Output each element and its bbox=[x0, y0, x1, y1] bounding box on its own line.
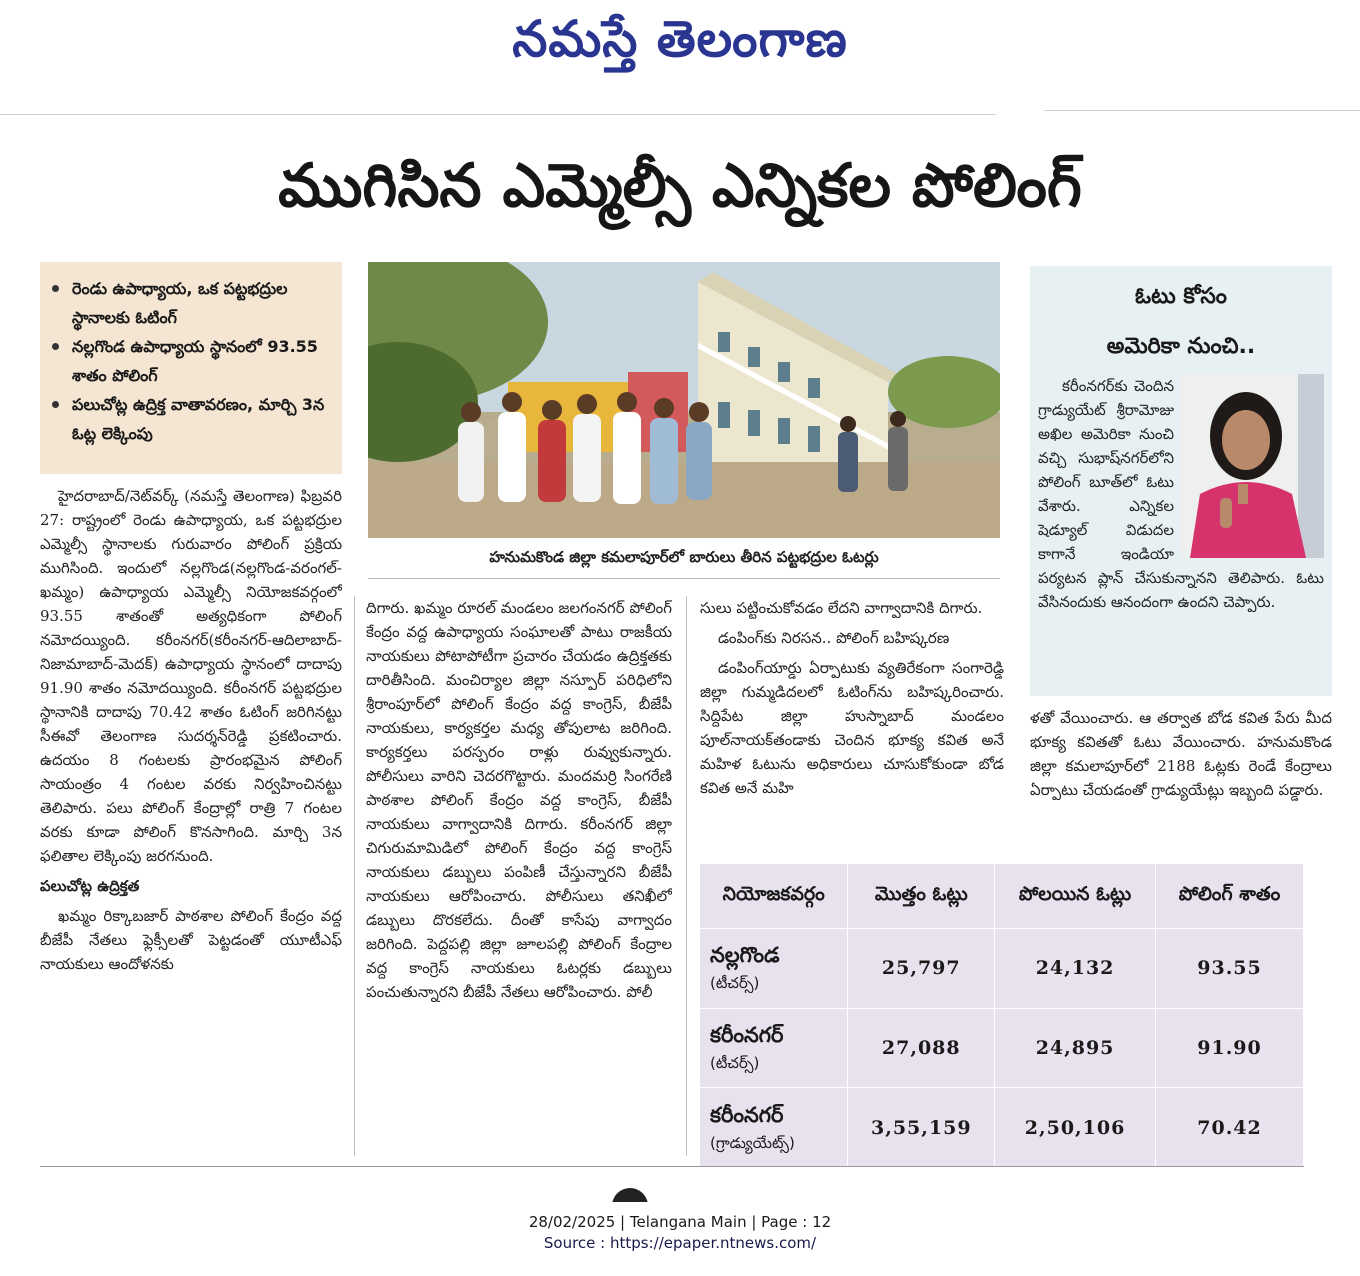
sidebar-paragraph: కరీంనగర్‌కు చెందిన గ్రాడ్యుయేట్ శ్రీరామోజు అఖిల అమెరికా నుంచి వచ్చి సుభాష్‌నగర్‌లోని పోలింగ్ బూత్‌లో ఓటు వేశారు. ఎన్నికల షెడ్యూల్ విడుదల కాగానే ఇండియా పర్యటన ప్లాన్ చేసుకున్నానని తెలిపారు. ఓటు వేసినందుకు ఆనందంగా ఉందని చెప్పారు. bbox=[1038, 377, 1324, 611]
polled-votes-cell: 24,895 bbox=[995, 1008, 1156, 1088]
total-votes-cell: 3,55,159 bbox=[848, 1088, 995, 1168]
footer-date-page: 28/02/2025 | Telangana Main | Page : 12 bbox=[528, 1213, 832, 1231]
constituency-cell bbox=[700, 1008, 848, 1088]
bullet-icon bbox=[52, 343, 59, 350]
polling-table bbox=[700, 864, 1304, 1168]
article-paragraph: సులు పట్టించుకోవడం లేదని వాగ్వాదానికి దిగారు. bbox=[700, 599, 983, 617]
polled-votes-cell: 2,50,106 bbox=[995, 1088, 1156, 1168]
polled-votes-cell: 24,132 bbox=[995, 929, 1156, 1009]
polling-percent-cell: 91.90 bbox=[1156, 1008, 1304, 1088]
constituency-cell bbox=[700, 1088, 848, 1168]
constituency-name: కరీంనగర్ bbox=[710, 1102, 784, 1127]
highlight-text: రెండు ఉపాధ్యాయ, ఒక పట్టభద్రుల స్థానాలకు ఓటింగ్ bbox=[72, 279, 288, 327]
highlight-text: పలుచోట్ల ఉద్రిక్త వాతావరణం, మార్చి 3న ఓట్ల లెక్కింపు bbox=[72, 395, 325, 443]
column-divider bbox=[354, 596, 355, 1156]
constituency-name: కరీంనగర్ bbox=[710, 1023, 784, 1048]
photo-caption: హనుమకొండ జిల్లా కమలాపూర్‌లో బారులు తీరిన పట్టభద్రుల ఓటర్లు bbox=[489, 548, 879, 566]
section-subhead: పలుచోట్ల ఉద్రిక్తత bbox=[40, 877, 140, 895]
bullet-icon bbox=[52, 285, 59, 292]
article-paragraph: హైదరాబాద్/నెట్‌వర్క్ (నమస్తే తెలంగాణ) ఫిబ్రవరి 27: రాష్ట్రంలో రెండు ఉపాధ్యాయ, ఒక పట్టభద్రుల ఎమ్మెల్సీ స్థానాలకు గురువారం పోలింగ్ ప్రక్రియ ముగిసింది. ఇందులో నల్లగొండ(నల్లగొండ-వరంగల్-ఖమ్మం) ఉపాధ్యాయ ఎమ్మెల్సీ నియోజకవర్గంలో 93.55 శాతంతో అత్యధికంగా పోలింగ్ నమోదయ్యింది. కరీంనగర్(కరీంనగర్-ఆదిలాబాద్-నిజామాబాద్-మెదక్) ఉపాధ్యాయ స్థానంలో దాదాపు 91.90 శాతం నమోదయ్యింది. కరీంనగర్ పట్టభద్రుల స్థానానికి దాదాపు 70.42 శాతం ఓటింగ్ జరిగినట్టు సీఈవో తెలంగాణ సుదర్శన్‌రెడ్డి ప్రకటించారు. ఉదయం 8 గంటలకు ప్రారంభమైన పోలింగ్ సాయంత్రం 4 గంటల వరకు నిర్వహించినట్టు తెలిపారు. పలు పోలింగ్ కేంద్రాల్లో రాత్రి 7 గంటల వరకు కూడా పోలింగ్ కొనసాగింది. మార్చి 3న ఫలితాల లెక్కింపు జరగనుంది. bbox=[40, 487, 342, 865]
total-votes-cell: 27,088 bbox=[848, 1008, 995, 1088]
page-footer bbox=[0, 1212, 1360, 1254]
masthead-logo: నమస్తే తెలంగాణ bbox=[512, 10, 848, 68]
constituency-group: (టీచర్స్) bbox=[710, 974, 760, 993]
column-divider bbox=[686, 596, 687, 1156]
constituency-cell bbox=[700, 929, 848, 1009]
headline: ముగిసిన ఎమ్మెల్సీ ఎన్నికల పోలింగ్ bbox=[278, 151, 1082, 221]
portrait-photo bbox=[1180, 374, 1324, 558]
voter-portrait bbox=[1180, 374, 1324, 558]
article-paragraph: డంపింగ్‌యార్డు ఏర్పాటుకు వ్యతిరేకంగా సంగారెడ్డి జిల్లా గుమ్మడిదలలో ఓటింగ్‌ను బహిష్కరించారు. సిద్దిపేట జిల్లా హుస్నాబాద్ మండలం పూల్‌నాయక్‌తండాకు చెందిన భూక్య కవిత అనే మహిళ ఓటును అధికారులు చూసుకోకుండా బోడ కవిత అనే మహి bbox=[700, 659, 1004, 797]
polling-percent-cell: 70.42 bbox=[1156, 1088, 1304, 1168]
table-header: మొత్తం ఓట్లు bbox=[848, 864, 995, 929]
table-row bbox=[700, 1088, 1304, 1168]
highlights-box bbox=[40, 262, 342, 474]
news-photo bbox=[368, 262, 1000, 538]
table-header: పోలయిన ఓట్లు bbox=[995, 864, 1156, 929]
table-row bbox=[700, 1008, 1304, 1088]
highlight-item bbox=[50, 332, 332, 390]
sidebar-title-line: అమెరికా నుంచి.. bbox=[1106, 334, 1256, 359]
school-building-photo bbox=[368, 262, 1000, 538]
bullet-icon bbox=[52, 401, 59, 408]
caption-rule bbox=[368, 578, 1000, 579]
article-paragraph: డంపింగ్‌కు నిరసన.. పోలింగ్ బహిష్కరణ bbox=[718, 629, 950, 647]
article-paragraph: ఖమ్మం రిక్కాబజార్ పాఠశాల పోలింగ్ కేంద్రం వద్ద బీజేపీ నేతలు ఫ్లెక్సీలతో పెట్టడంతో యూటీఎఫ్ నాయకులు ఆందోళనకు bbox=[40, 907, 342, 973]
article-column-1 bbox=[40, 484, 342, 1154]
sidebar-title-line: ఓటు కోసం bbox=[1135, 284, 1227, 309]
article-paragraph: ళతో వేయించారు. ఆ తర్వాత బోడ కవిత పేరు మీద భూక్య కవితతో ఓటు వేయించారు. హనుమకొండ జిల్లా కమలాపూర్‌లో 2188 ఓట్లకు రెండే కేంద్రాలు ఏర్పాటు చేయడంతో గ్రాడ్యుయేట్లు ఇబ్బంది పడ్డారు. bbox=[1030, 709, 1332, 799]
article-column-3 bbox=[700, 596, 1004, 854]
table-header: పోలింగ్ శాతం bbox=[1156, 864, 1304, 929]
footer-source: Source : https://epaper.ntnews.com/ bbox=[543, 1234, 817, 1252]
highlight-item bbox=[50, 274, 332, 332]
article-column-4 bbox=[1030, 706, 1332, 854]
table-header-row bbox=[700, 864, 1304, 929]
highlight-item bbox=[50, 390, 332, 448]
total-votes-cell: 25,797 bbox=[848, 929, 995, 1009]
table-row bbox=[700, 929, 1304, 1009]
sidebar-title bbox=[1030, 278, 1332, 366]
masthead-rule-right bbox=[1044, 110, 1360, 111]
table-header: నియోజకవర్గం bbox=[700, 864, 848, 929]
cut-off-graphic bbox=[612, 1188, 648, 1202]
article-column-2 bbox=[366, 596, 672, 1156]
page-bottom-rule bbox=[40, 1166, 1304, 1167]
constituency-group: (టీచర్స్) bbox=[710, 1054, 760, 1073]
article-paragraph: దిగారు. ఖమ్మం రూరల్ మండలం జలగంనగర్ పోలింగ్ కేంద్రం వద్ద ఉపాధ్యాయ సంఘాలతో పాటు రాజకీయ నాయకులు పోటాపోటీగా ప్రచారం చేయడం ఉద్రిక్తతకు దారితీసింది. మంచిర్యాల జిల్లా నస్పూర్ పరిధిలోని శ్రీరాంపూర్‌లో పోలింగ్ కేంద్రం వద్ద కాంగ్రెస్, బీజేపీ నాయకులు, కార్యకర్తల మధ్య తోపులాట జరిగింది. కార్యకర్తలు పరస్పరం రాళ్లు రువ్వుకున్నారు. పోలీసులు వారిని చెదరగొట్టారు. మందమర్రి సింగరేణి పాఠశాల పోలింగ్ కేంద్రం వద్ద కాంగ్రెస్, బీజేపీ నాయకులు వాగ్వాదానికి దిగారు. కరీంనగర్ జిల్లా చిగురుమామిడిలో పోలింగ్ కేంద్రం వద్ద కాంగ్రెస్ నాయకులు డబ్బులు పంపిణీ చేస్తున్నారని బీజేపీ నాయకులు ఆరోపించారు. పోలీసులు తనిఖీలో డబ్బులు దొరకలేదు. దీంతో కాసేపు వాగ్వాదం జరిగింది. పెద్దపల్లి జిల్లా జూలపల్లి పోలింగ్ కేంద్రాల వద్ద కాంగ్రెస్ నాయకులు ఓటర్లకు డబ్బులు పంచుతున్నారని బీజేపీ నేతలు ఆరోపించారు. పోలీ bbox=[366, 599, 672, 1001]
highlight-text: నల్లగొండ ఉపాధ్యాయ స్థానంలో 93.55 శాతం పోలింగ్ bbox=[72, 337, 318, 385]
masthead-rule bbox=[0, 114, 996, 115]
polling-percent-cell: 93.55 bbox=[1156, 929, 1304, 1009]
constituency-group: (గ్రాడ్యుయేట్స్) bbox=[710, 1133, 795, 1152]
constituency-name: నల్లగొండ bbox=[710, 943, 780, 968]
